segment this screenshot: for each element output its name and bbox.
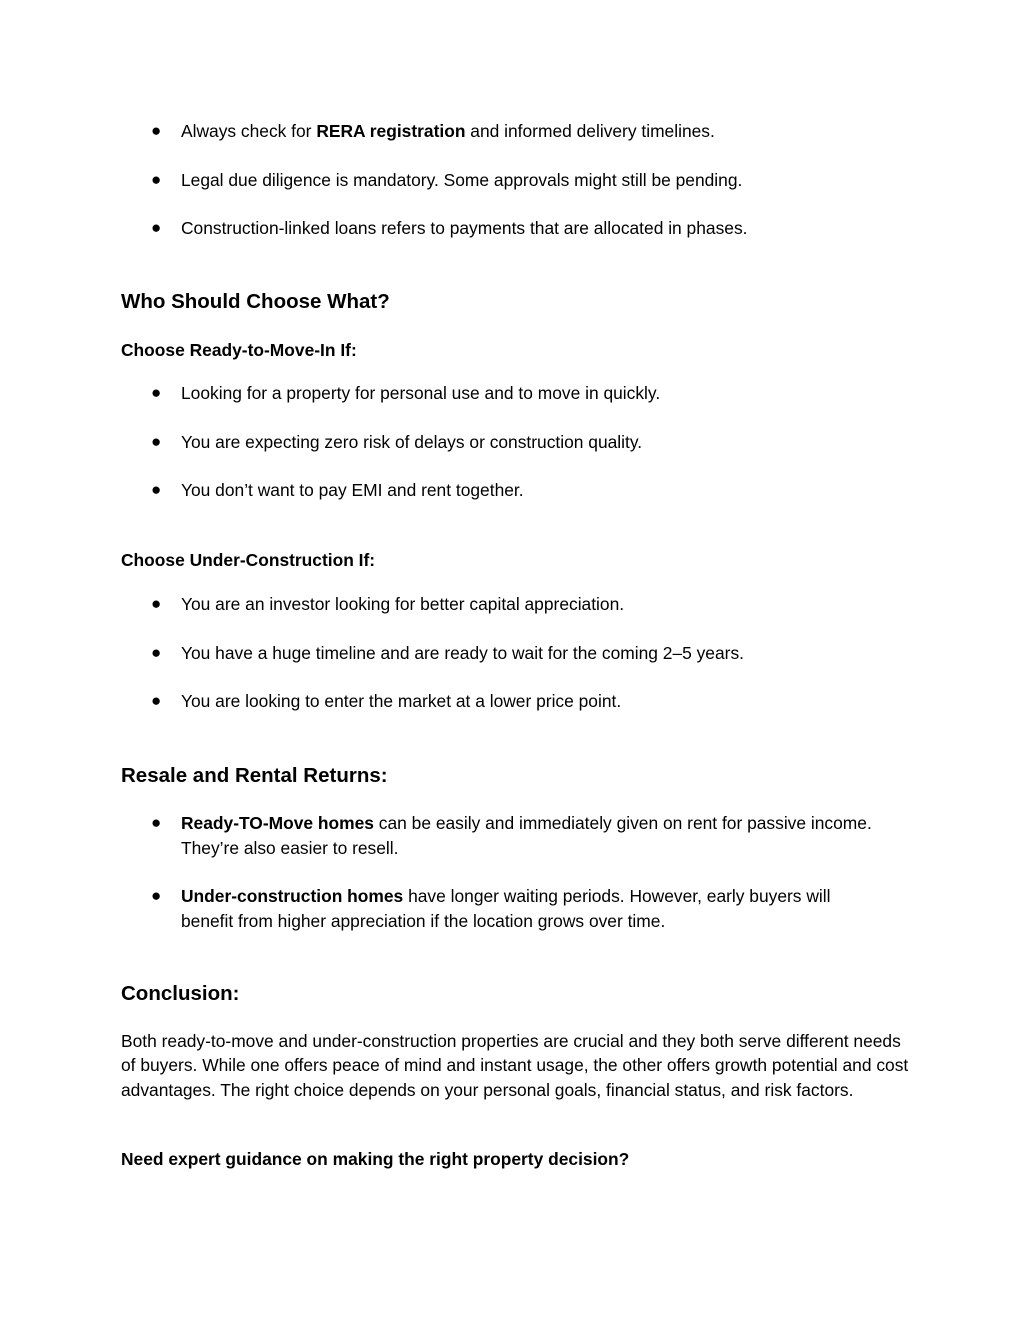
call-to-action-text: Need expert guidance on making the right property decision? xyxy=(121,1149,630,1169)
list-item-text: Construction-linked loans refers to payments that are allocated in phases. xyxy=(181,218,748,238)
list-item-text: You are expecting zero risk of delays or construction quality. xyxy=(181,431,643,452)
section-heading-resale-rental: Resale and Rental Returns: xyxy=(121,764,388,787)
list-item-text: You are an investor looking for better capital appreciation. xyxy=(181,594,625,614)
list-item-bold: Ready-TO-Move homes xyxy=(181,813,374,833)
subheading-under-construction: Choose Under-Construction If: xyxy=(121,550,376,570)
list-item-text: You are looking to enter the market at a lower price point. xyxy=(181,691,622,711)
list-item xyxy=(121,216,747,241)
section-heading-who-should-choose: Who Should Choose What? xyxy=(121,290,390,313)
list-item-bold: Under-construction homes xyxy=(181,886,404,906)
section-heading-conclusion: Conclusion: xyxy=(121,982,240,1005)
list-item-bold: RERA registration xyxy=(316,121,466,141)
bullet-icon: ● xyxy=(151,121,162,140)
list-item-text: Always check for xyxy=(181,121,317,141)
bullet-icon: ● xyxy=(151,383,162,402)
list-item-text: Looking for a property for personal use and to move in quickly. xyxy=(181,383,661,403)
bullet-icon: ● xyxy=(151,480,162,499)
list-item-text-tail: can be easily and immediately given on rent for passive income. They’re also easier to resell. xyxy=(181,813,872,858)
list-item xyxy=(121,592,744,617)
bullet-icon: ● xyxy=(151,691,162,710)
bullet-icon: ● xyxy=(151,431,162,451)
under-construction-list xyxy=(121,592,744,714)
list-item-text: You have a huge timeline and are ready to wait for the coming 2–5 years. xyxy=(181,642,744,663)
bullet-icon: ● xyxy=(151,813,162,832)
list-item xyxy=(121,119,747,144)
bullet-icon: ● xyxy=(151,886,162,905)
list-item xyxy=(121,641,744,666)
bullet-icon: ● xyxy=(151,218,162,237)
bullet-icon: ● xyxy=(151,169,162,189)
bullet-icon: ● xyxy=(151,594,162,613)
list-item xyxy=(121,689,744,714)
list-item xyxy=(121,381,660,406)
resale-rental-list xyxy=(121,811,911,933)
list-item-text-tail: have longer waiting periods. However, early buyers will benefit from higher appreciation if the location grows over time. xyxy=(181,886,831,931)
list-item xyxy=(121,430,660,455)
list-item-text: Legal due diligence is mandatory. Some approvals might still be pending. xyxy=(181,169,743,190)
list-item xyxy=(121,811,881,860)
conclusion-paragraph: Both ready-to-move and under-construction properties are crucial and they both serve different needs of buyers. While one offers peace of mind and instant usage, the other offers growth potential and cost advantages. The right choice depends on your personal goals, financial status, and risk factors. xyxy=(121,1031,909,1100)
list-item xyxy=(121,478,660,503)
bullet-icon: ● xyxy=(151,642,162,662)
top-bullet-list xyxy=(121,119,747,241)
list-item xyxy=(121,884,881,933)
list-item xyxy=(121,168,747,193)
list-item-text-tail: and informed delivery timelines. xyxy=(465,121,715,141)
list-item-text: You don’t want to pay EMI and rent together. xyxy=(181,480,524,500)
ready-to-move-list xyxy=(121,381,660,503)
subheading-ready-to-move: Choose Ready-to-Move-In If: xyxy=(121,340,357,360)
